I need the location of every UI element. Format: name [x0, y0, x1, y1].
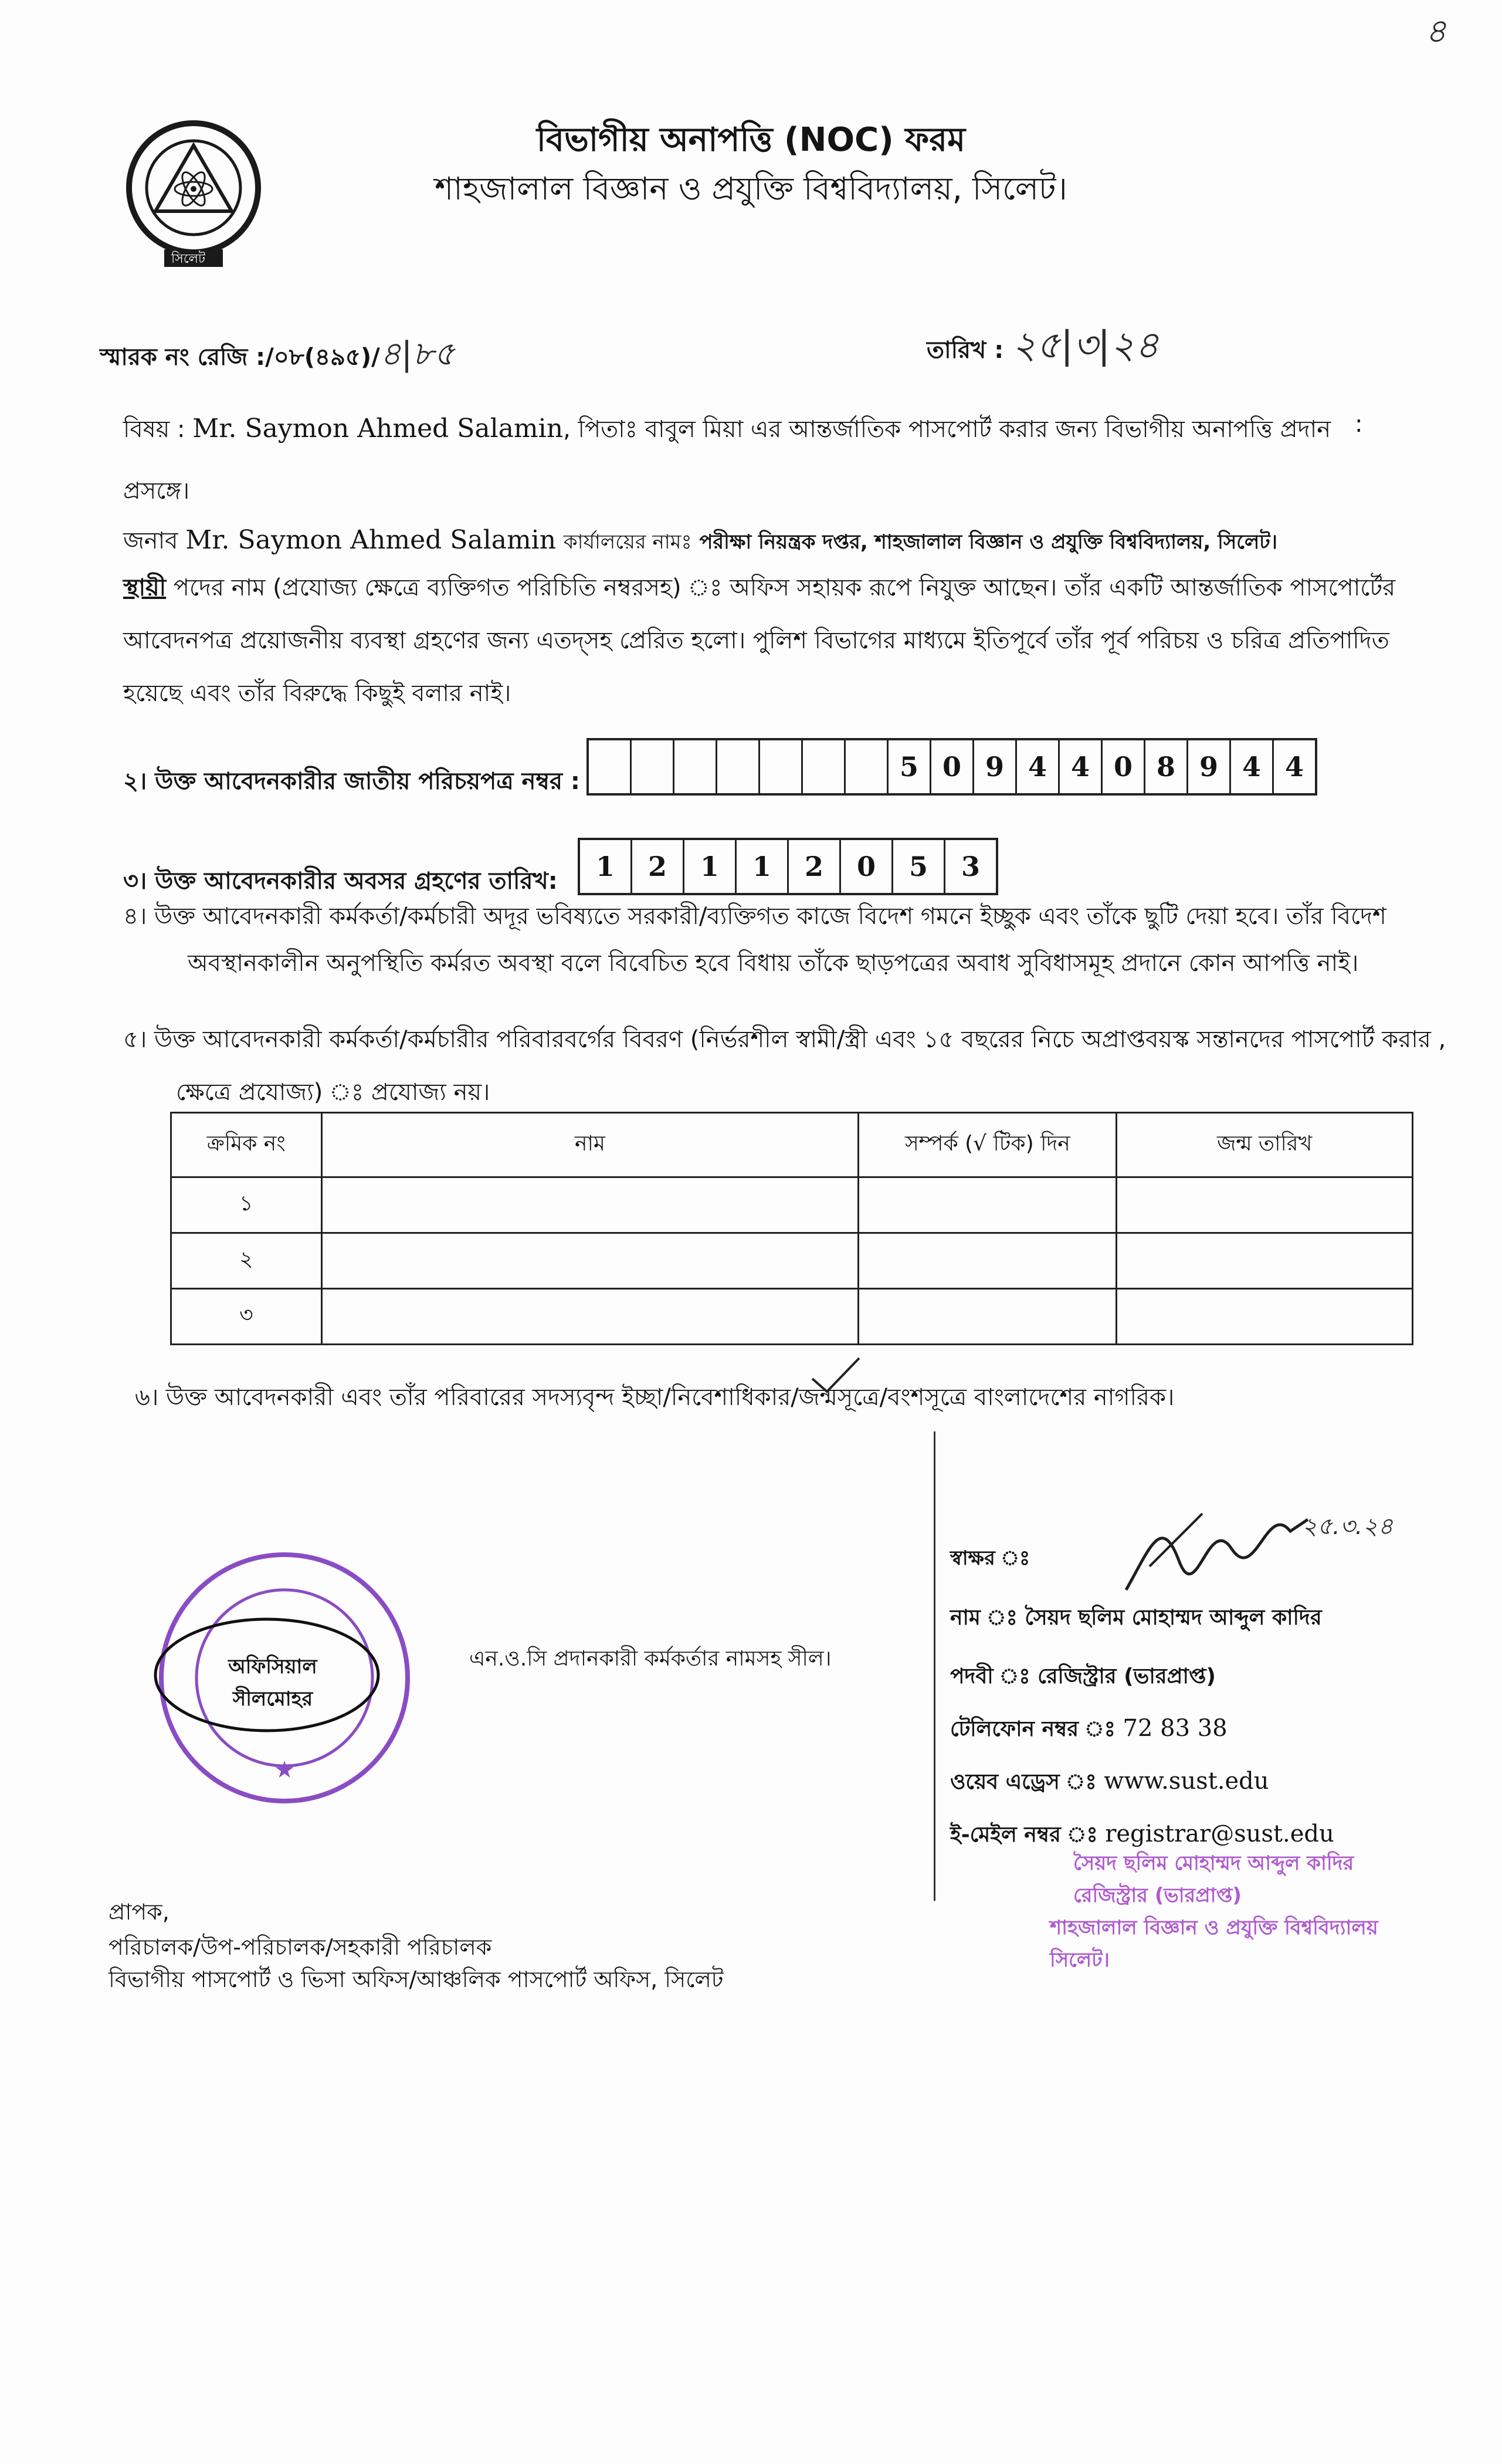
row-dob — [1117, 1289, 1413, 1345]
retirement-digit-box: 1 — [580, 840, 632, 893]
column-header-dob: জন্ম তারিখ — [1117, 1113, 1413, 1177]
item5-line1: ৫। উক্ত আবেদনকারী কর্মকর্তা/কর্মচারীর পরিবারবর্গের বিবরণ (নির্ভরশীল স্বামী/স্ত্রী এবং ১৫ বছরের নিচে অপ্রাপ্তবয়স্ক সন্তানদের পাসপোর্ট করার , — [123, 1026, 1446, 1053]
subject-line — [123, 411, 1331, 450]
retirement-date-boxes — [578, 838, 998, 895]
row-serial: ২ — [171, 1233, 322, 1289]
nid-number-boxes — [586, 738, 1317, 796]
nid-digit-box — [589, 740, 632, 793]
signatory-designation-line — [950, 1660, 1216, 1695]
recipient-label: প্রাপক, — [109, 1899, 169, 1925]
corner-page-mark: ৪ — [1425, 12, 1447, 50]
column-header-relation: সম্পর্ক (√ টিক) দিন — [859, 1113, 1117, 1177]
item5-line2: ক্ষেত্রে প্রযোজ্য) ঃ প্রযোজ্য নয়। — [176, 1079, 490, 1106]
nid-digit-box — [760, 740, 803, 793]
email-value: registrar@sust.edu — [1105, 1820, 1334, 1847]
subject-text: , পিতাঃ বাবুল মিয়া এর আন্তর্জাতিক পাসপোর্ট করার জন্য বিভাগীয় অনাপত্তি প্রদান — [563, 416, 1331, 443]
nid-digit-box: 0 — [931, 740, 974, 793]
row-serial: ৩ — [171, 1289, 322, 1345]
table-row — [171, 1289, 1413, 1345]
row-relation — [859, 1289, 1117, 1345]
official-seal — [150, 1543, 419, 1813]
subject-label: বিষয় : — [123, 416, 185, 443]
signatory-phone-line — [950, 1713, 1228, 1748]
university-name: শাহজালাল বিজ্ঞান ও প্রযুক্তি বিশ্ববিদ্যালয়, সিলেট। — [435, 170, 1067, 207]
table-row — [171, 1177, 1413, 1233]
retirement-digit-box: 5 — [893, 840, 945, 893]
memo-handwritten: ৪|৮৫ — [379, 335, 455, 373]
family-members-table — [170, 1112, 1413, 1345]
retirement-digit-box: 2 — [632, 840, 684, 893]
table-header-row — [171, 1113, 1413, 1177]
item4-line2: অবস্থানকালীন অনুপস্থিতি কর্মরত অবস্থা বলে বিবেচিত হবে বিধায় তাঁকে ছাড়পত্রের অবাধ সুবিধাসমূহ প্রদানে কোন আপত্তি নাই। — [188, 950, 1359, 977]
nid-digit-box — [846, 740, 889, 793]
row-dob — [1117, 1233, 1413, 1289]
item6-citizenship: ৬। উক্ত আবেদনকারী এবং তাঁর পরিবারের সদস্যবৃন্দ ইচ্ছা/নিবেশাধিকার/জন্মসূত্রে/বংশসূত্রে বাংলাদেশের নাগরিক। — [135, 1384, 1175, 1411]
tick-mark-icon — [809, 1355, 862, 1396]
designation-value: রেজিস্ট্রার (ভারপ্রাপ্ত) — [1038, 1664, 1216, 1688]
item4-line1: ৪। উক্ত আবেদনকারী কর্মকর্তা/কর্মচারী অদূর ভবিষ্যতে সরকারী/ব্যক্তিগত কাজে বিদেশ গমনে ইচ্ছুক এবং তাঁকে ছুটি দেয়া হবে। তাঁর বিদেশ — [123, 903, 1386, 930]
row-relation — [859, 1233, 1117, 1289]
stamp-line2: রেজিস্ট্রার (ভারপ্রাপ্ত) — [1073, 1884, 1242, 1907]
row-serial: ১ — [171, 1177, 322, 1233]
nid-digit-box — [803, 740, 846, 793]
para1-line2 — [123, 569, 1395, 608]
nid-digit-box: 5 — [889, 740, 931, 793]
column-header-name: নাম — [321, 1113, 859, 1177]
date-handwritten: ২৫|৩|২৪ — [1012, 324, 1159, 367]
retirement-digit-box: 1 — [684, 840, 737, 893]
stamp-line1: সৈয়দ ছলিম মোহাম্মদ আব্দুল কাদির — [1073, 1852, 1354, 1875]
nid-digit-box: 8 — [1145, 740, 1188, 793]
signatory-name-label: নাম ঃ — [950, 1606, 1018, 1630]
web-label: ওয়েব এড্রেস ঃ — [950, 1770, 1097, 1794]
signature-divider — [934, 1431, 935, 1901]
subject-colon: : — [1355, 411, 1363, 438]
logo-city: সিলেট — [171, 252, 206, 266]
para1-name: Mr. Saymon Ahmed Salamin — [185, 525, 557, 555]
nid-digit-box: 4 — [1017, 740, 1060, 793]
nid-digit-box: 4 — [1060, 740, 1103, 793]
seal-line1: অফিসিয়াল — [228, 1655, 317, 1678]
date-label: তারিখ : — [927, 337, 1004, 364]
para1-line4: হয়েছে এবং তাঁর বিরুদ্ধে কিছুই বলার নাই। — [123, 680, 511, 707]
recipient-line1: পরিচালক/উপ-পরিচালক/সহকারী পরিচালক — [109, 1934, 492, 1960]
memo-number — [100, 329, 455, 384]
nid-digit-box: 9 — [974, 740, 1017, 793]
para1-line1 — [123, 522, 1277, 561]
retirement-digit-box: 1 — [737, 840, 789, 893]
para1-permanent: স্থায়ী — [123, 574, 167, 601]
nid-digit-box: 0 — [1103, 740, 1145, 793]
nid-digit-box: 9 — [1188, 740, 1231, 793]
nid-digit-box — [632, 740, 674, 793]
nid-digit-box — [717, 740, 760, 793]
retirement-digit-box: 2 — [789, 840, 841, 893]
item2-label: ২। উক্ত আবেদনকারীর জাতীয় পরিচয়পত্র নম্বর : — [123, 768, 580, 795]
item3-label: ৩। উক্ত আবেদনকারীর অবসর গ্রহণের তারিখ: — [123, 868, 558, 895]
para1-prefix: জনাব — [123, 527, 178, 554]
email-label: ই-মেইল নম্বর ঃ — [950, 1823, 1098, 1847]
para1-office-label: কার্যালয়ের নামঃ — [563, 530, 692, 554]
para1-line3: আবেদনপত্র প্রয়োজনীয় ব্যবস্থা গ্রহণের জন্য এতদ্সহ প্রেরিত হলো। পুলিশ বিভাগের মাধ্যমে ইতিপূর্বে তাঁর পূর্ব পরিচয় ও চরিত্র প্রতিপাদিত — [123, 627, 1389, 654]
row-name — [321, 1289, 859, 1345]
svg-text:★: ★ — [274, 1756, 295, 1783]
column-header-serial: ক্রমিক নং — [171, 1113, 322, 1177]
form-date — [927, 317, 1159, 380]
nid-digit-box — [674, 740, 717, 793]
retirement-digit-box: 3 — [961, 851, 980, 882]
signatory-name: সৈয়দ ছলিম মোহাম্মদ আব্দুল কাদির — [1025, 1606, 1322, 1630]
subject-name: Mr. Saymon Ahmed Salamin — [192, 414, 564, 444]
seal-caption: এন.ও.সি প্রদানকারী কর্মকর্তার নামসহ সীল। — [469, 1647, 832, 1671]
row-relation — [859, 1177, 1117, 1233]
retirement-digit-box: 0 — [841, 840, 893, 893]
row-name — [321, 1233, 859, 1289]
web-value: www.sust.edu — [1104, 1768, 1269, 1795]
para1-office: পরীক্ষা নিয়ন্ত্রক দপ্তর, শাহজালাল বিজ্ঞান ও প্রযুক্তি বিশ্ববিদ্যালয়, সিলেট। — [699, 530, 1277, 554]
phone-label: টেলিফোন নম্বর ঃ — [950, 1717, 1116, 1741]
row-name — [321, 1177, 859, 1233]
signature-label: স্বাক্ষর ঃ — [950, 1546, 1030, 1570]
phone-value: 72 83 38 — [1123, 1715, 1228, 1742]
table-row — [171, 1233, 1413, 1289]
designation-label: পদবী ঃ — [950, 1664, 1030, 1688]
nid-digit-box: 4 — [1231, 740, 1274, 793]
seal-line2: সীলমোহর — [232, 1687, 313, 1711]
signature-date: ২৫.৩.২৪ — [1302, 1513, 1393, 1540]
stamp-line3: শাহজালাল বিজ্ঞান ও প্রযুক্তি বিশ্ববিদ্যালয় — [1050, 1916, 1378, 1940]
nid-digit-box: 4 — [1284, 751, 1304, 783]
recipient-line2: বিভাগীয় পাসপোর্ট ও ভিসা অফিস/আঞ্চলিক পাসপোর্ট অফিস, সিলেট — [109, 1967, 724, 1992]
memo-label: স্মারক নং রেজি :/০৮(৪৯৫)/ — [100, 344, 380, 371]
form-title: বিভাগীয় অনাপত্তি (NOC) ফরম — [536, 121, 966, 159]
signatory-name-line — [950, 1602, 1322, 1637]
subject-continuation: প্রসঙ্গে। — [123, 478, 190, 505]
para1-line2-text: পদের নাম (প্রযোজ্য ক্ষেত্রে ব্যক্তিগত পরিচিতি নম্বরসহ) ঃ অফিস সহায়ক রূপে নিযুক্ত আছেন। তাঁর একটি আন্তর্জাতিক পাসপোর্টের — [166, 574, 1396, 601]
stamp-line4: সিলেট। — [1050, 1948, 1110, 1972]
row-dob — [1117, 1177, 1413, 1233]
signatory-web-line — [950, 1766, 1269, 1801]
